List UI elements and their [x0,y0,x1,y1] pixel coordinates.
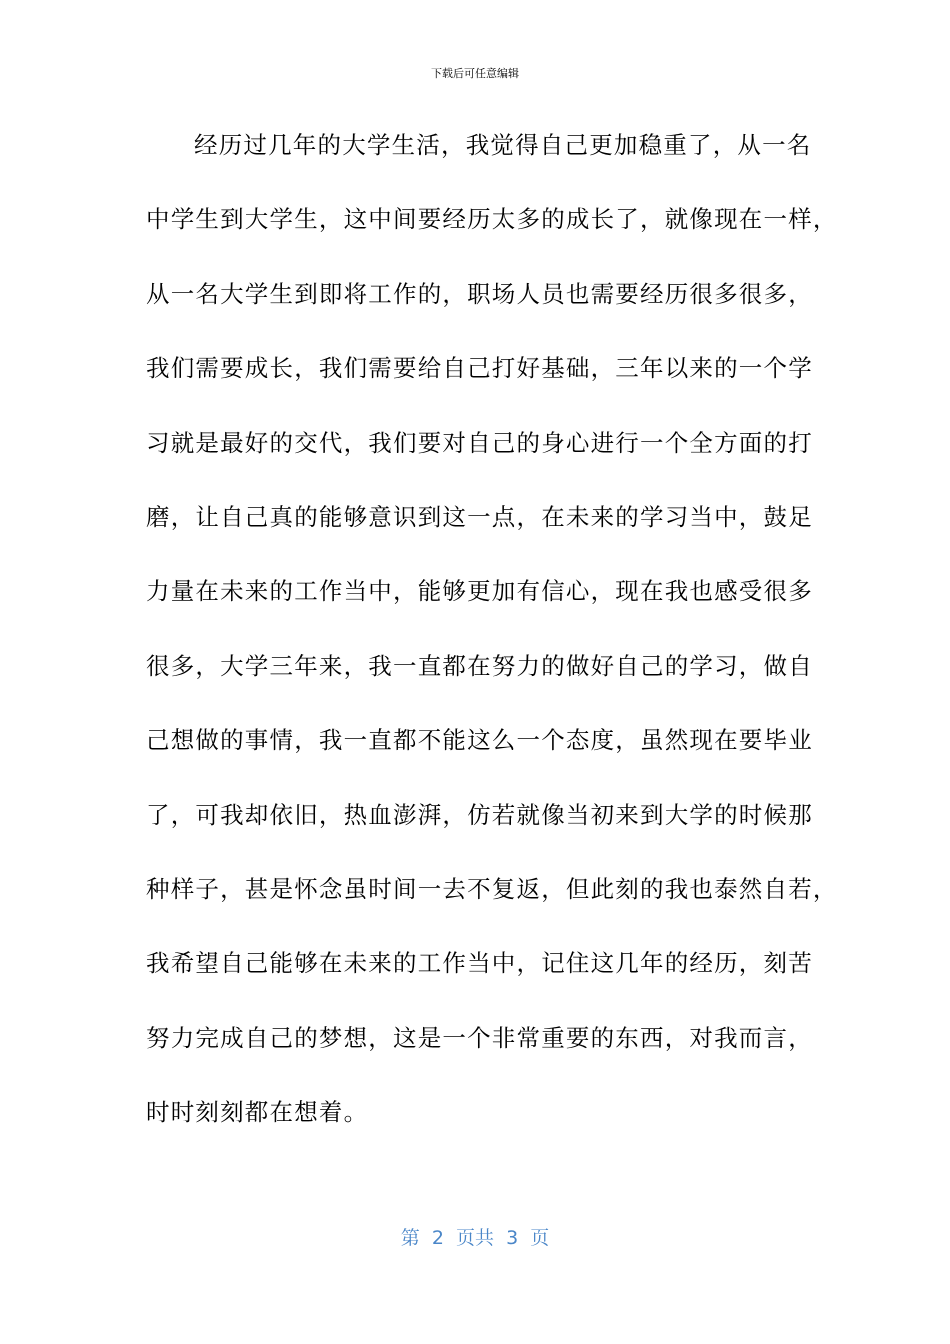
total-pages-number: 3 [506,1227,519,1249]
page-prefix: 第 [400,1227,432,1249]
current-page-number: 2 [431,1227,444,1249]
paragraph-line: 我希望自己能够在未来的工作当中，记住这几年的经历，刻苦 [146,949,813,978]
page-number-footer [0,1225,950,1251]
paragraph-line: 时时刻刻都在想着。 [146,1098,369,1127]
paragraph-line: 种样子，甚是怀念虽时间一去不复返，但此刻的我也泰然自若， [146,874,838,903]
page-middle: 页共 [443,1227,507,1249]
paragraph-line: 努力完成自己的梦想，这是一个非常重要的东西，对我而言， [146,1023,813,1052]
paragraph-line: 习就是最好的交代，我们要对自己的身心进行一个全方面的打 [146,428,813,457]
page-header: 下载后可任意编辑 [431,67,519,80]
paragraph-line: 中学生到大学生，这中间要经历太多的成长了，就像现在一样， [146,205,838,234]
paragraph-line: 力量在未来的工作当中，能够更加有信心，现在我也感受很多 [146,577,813,606]
document-body [146,122,838,1163]
paragraph-line: 经历过几年的大学生活，我觉得自己更加稳重了，从一名 [194,131,812,159]
paragraph-line: 己想做的事情，我一直都不能这么一个态度，虽然现在要毕业 [146,726,813,755]
paragraph-line: 了，可我却依旧，热血澎湃，仿若就像当初来到大学的时候那 [146,800,813,829]
paragraph-line: 磨，让自己真的能够意识到这一点，在未来的学习当中，鼓足 [146,502,813,531]
page-suffix: 页 [518,1227,550,1249]
paragraph-line: 很多，大学三年来，我一直都在努力的做好自己的学习，做自 [146,651,813,680]
paragraph-line: 从一名大学生到即将工作的，职场人员也需要经历很多很多， [146,279,813,308]
paragraph-line: 我们需要成长，我们需要给自己打好基础，三年以来的一个学 [146,354,813,383]
